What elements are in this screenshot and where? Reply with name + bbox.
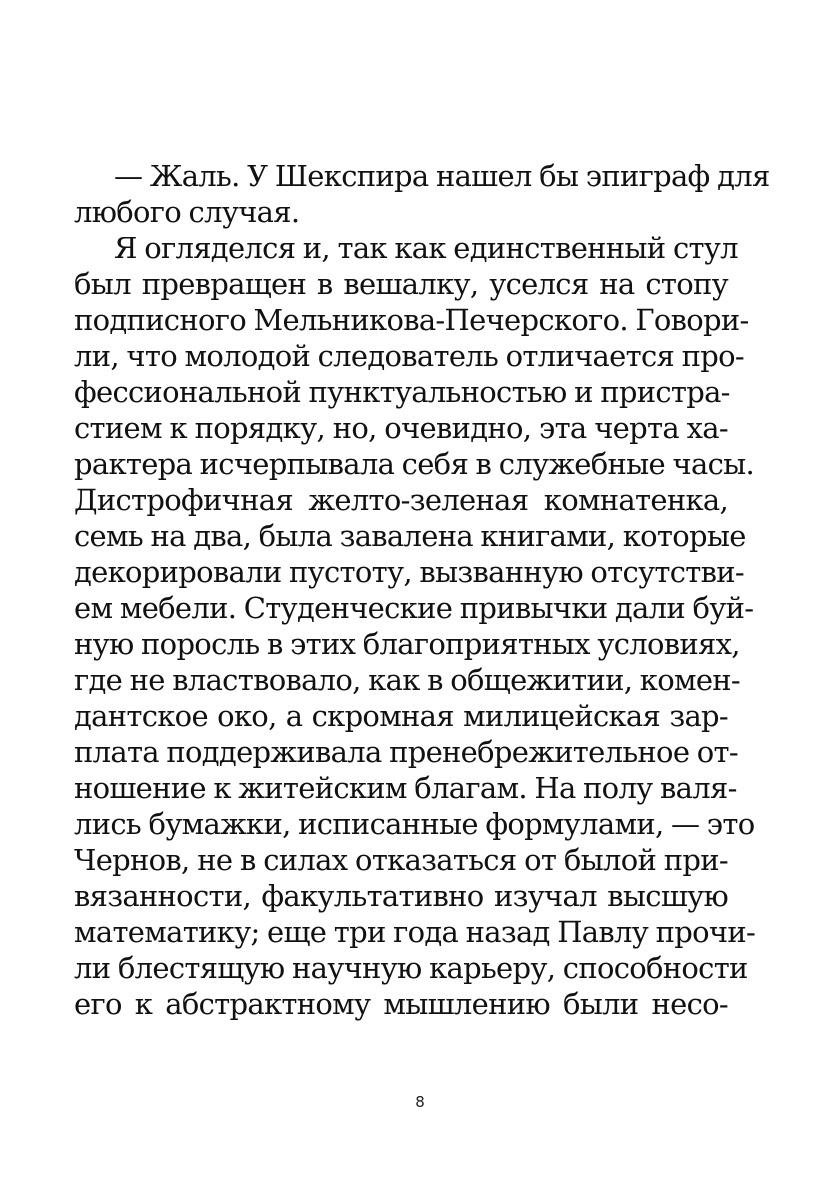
text-line: Я огляделся и, так как единственный стул <box>114 231 738 265</box>
text-line: рактера исчерпывала себя в служебные часы. <box>74 447 755 481</box>
page-number: 8 <box>415 1093 425 1111</box>
body-text <box>74 158 770 1022</box>
text-line: лись бумажки, исписанные формулами, — это <box>74 807 755 841</box>
text-line: семь на два, была завалена книгами, которые <box>74 519 746 553</box>
text-line: был превращен в вешалку, уселся на стопу <box>74 267 728 301</box>
text-line: Дистрофичная желто-зеленая комнатенка, <box>74 483 728 517</box>
text-line: ношение к житейским благам. На полу валя- <box>74 771 737 805</box>
text-line: вязанности, факультативно изучал высшую <box>74 879 728 913</box>
text-line: — Жаль. У Шекспира нашел бы эпиграф для <box>114 159 770 193</box>
text-line: стием к порядку, но, очевидно, эта черта ха- <box>74 411 728 445</box>
text-line: фессиональной пунктуальностью и пристра- <box>74 375 730 409</box>
text-line: ную поросль в этих благоприятных условиях, <box>74 627 740 661</box>
text-line: декорировали пустоту, вызванную отсутстви- <box>74 555 745 589</box>
text-line: любого случая. <box>74 195 300 229</box>
text-line: ли блестящую научную карьеру, способности <box>74 951 748 985</box>
text-line: Чернов, не в силах отказаться от былой при- <box>74 843 728 877</box>
text-line: ли, что молодой следователь отличается про- <box>74 339 744 373</box>
text-line: подписного Мельникова-Печерского. Говори- <box>74 303 749 337</box>
text-line: дантское око, а скромная милицейская зар- <box>74 699 728 733</box>
text-line: где не властвовало, как в общежитии, комен- <box>74 663 741 697</box>
text-line: плата поддерживала пренебрежительное от- <box>74 735 738 769</box>
text-line: математику; еще три года назад Павлу прочи- <box>74 915 756 949</box>
text-line: его к абстрактному мышлению были несо- <box>74 987 728 1021</box>
text-line: ем мебели. Студенческие привычки дали буй- <box>74 591 754 625</box>
